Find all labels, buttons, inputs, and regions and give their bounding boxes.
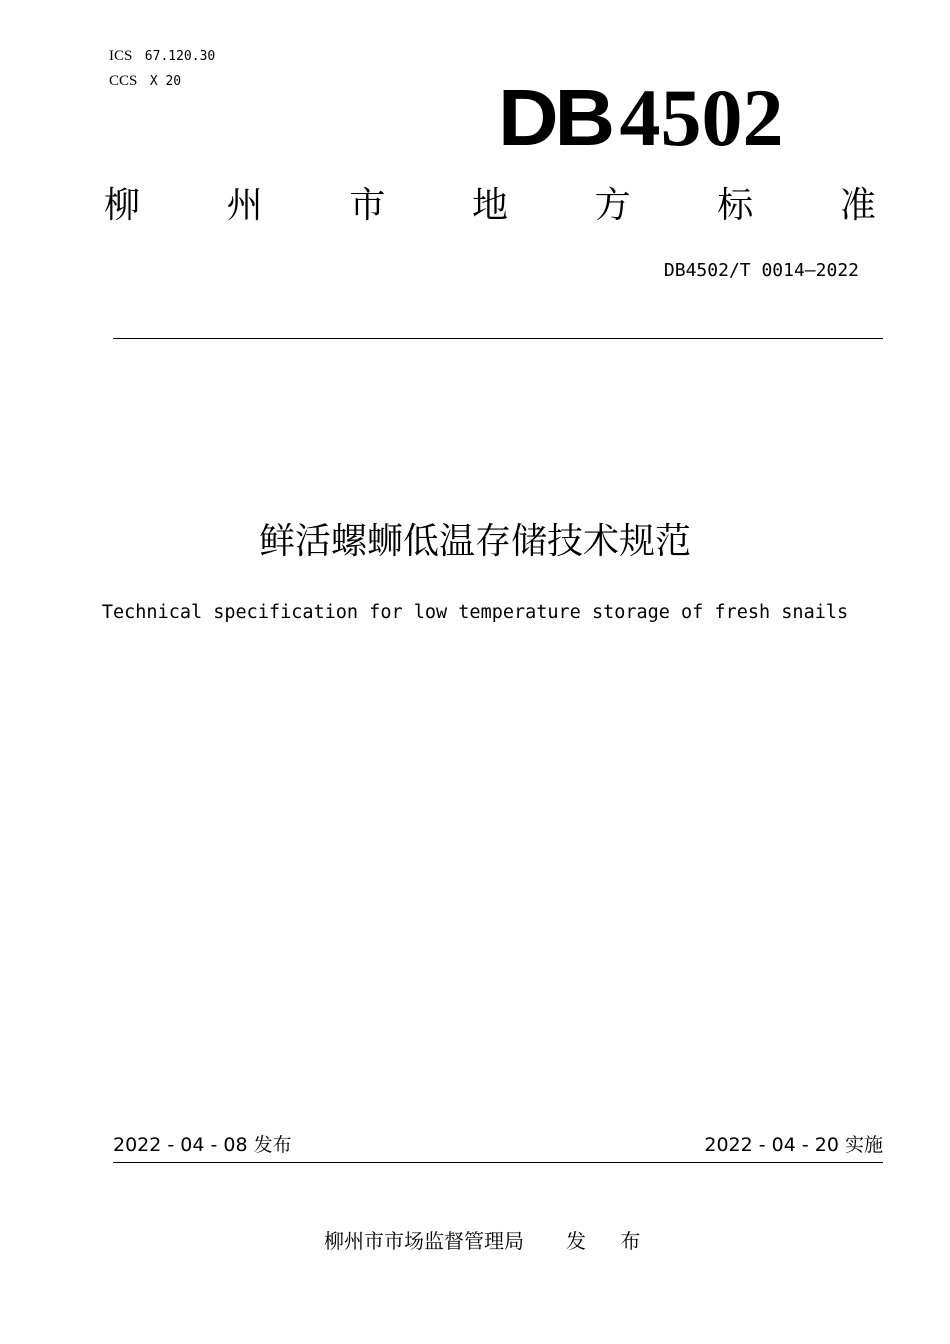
ccs-value: X 20 — [149, 74, 182, 89]
standard-type-char: 准 — [839, 185, 876, 226]
standard-type-char: 标 — [717, 185, 754, 226]
publish-action: 发 布 — [566, 1229, 655, 1253]
standard-number: DB4502/T 0014—2022 — [663, 260, 859, 281]
db-standard-code — [498, 72, 784, 163]
header-divider — [113, 338, 883, 339]
issue-date: 2022 - 04 - 08 发布 — [113, 1134, 292, 1156]
db-region-number: 4502 — [619, 72, 784, 163]
standard-type-char: 柳 — [104, 185, 141, 226]
ics-label: ICS — [109, 48, 133, 64]
standard-type-char: 地 — [471, 185, 508, 226]
ics-value: 67.120.30 — [144, 49, 216, 64]
implementation-date: 2022 - 04 - 20 实施 — [704, 1134, 883, 1156]
ccs-code — [109, 72, 181, 91]
publisher-line — [324, 1226, 654, 1256]
publisher-name: 柳州市市场监督管理局 — [324, 1229, 524, 1253]
db-prefix: DB — [498, 73, 611, 162]
standard-type-char: 方 — [594, 185, 631, 226]
ccs-label: CCS — [109, 73, 138, 89]
standard-type-heading — [104, 180, 876, 232]
ics-code — [109, 47, 215, 66]
document-title-english: Technical specification for low temperature storage of fresh snails — [101, 602, 849, 623]
document-title-chinese: 鲜活螺蛳低温存储技术规范 — [258, 521, 691, 562]
standard-type-char: 市 — [349, 185, 386, 226]
footer-divider — [113, 1162, 883, 1163]
standard-type-char: 州 — [226, 185, 263, 226]
